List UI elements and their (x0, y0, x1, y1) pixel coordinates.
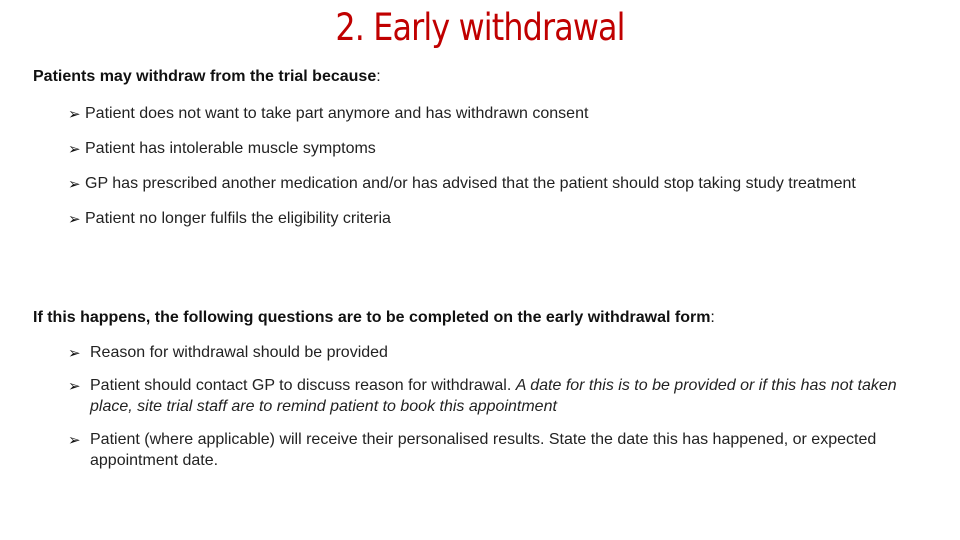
withdrawal-form-intro (33, 309, 715, 327)
intro-text: Patients may withdraw from the trial because (33, 68, 377, 85)
list-item-text: Patient no longer fulfils the eligibility criteria (85, 210, 391, 227)
list-item (68, 103, 928, 124)
intro-text: If this happens, the following questions are to be completed on the early withdrawal form (33, 309, 711, 326)
list-item (68, 208, 928, 229)
list-item (68, 173, 928, 194)
list-item (68, 375, 928, 417)
intro-colon: : (376, 68, 381, 85)
list-item (68, 342, 928, 363)
slide-title: 2. Early withdrawal (335, 6, 625, 49)
arrowhead-bullet-icon: ➢ (68, 176, 81, 193)
list-item-text: GP has prescribed another medication and/or has advised that the patient should stop taking study treatment (85, 175, 856, 192)
list-item-text: Patient has intolerable muscle symptoms (85, 140, 376, 157)
arrowhead-bullet-icon: ➢ (68, 106, 81, 123)
list-item-text: Patient (where applicable) will receive their personalised results. State the date this has happened, or expected appointment date. (90, 431, 877, 469)
arrowhead-bullet-icon: ➢ (68, 141, 81, 158)
withdrawal-reasons-intro (33, 68, 381, 86)
arrowhead-bullet-icon: ➢ (68, 432, 81, 449)
intro-colon: : (710, 309, 715, 326)
list-item-text: Reason for withdrawal should be provided (90, 344, 388, 361)
arrowhead-bullet-icon: ➢ (68, 211, 81, 228)
list-item-text: Patient should contact GP to discuss reason for withdrawal. (90, 377, 516, 394)
list-item-italic-text: A date for this is to be provided or if this has not taken place, site trial staff are to remind patient to book this appointment (90, 377, 897, 415)
list-item (68, 138, 928, 159)
arrowhead-bullet-icon: ➢ (68, 345, 81, 362)
list-item (68, 429, 928, 471)
withdrawal-reasons-list (68, 103, 928, 243)
list-item-text: Patient does not want to take part anymore and has withdrawn consent (85, 105, 589, 122)
withdrawal-form-questions-list (68, 342, 928, 483)
arrowhead-bullet-icon: ➢ (68, 378, 81, 395)
